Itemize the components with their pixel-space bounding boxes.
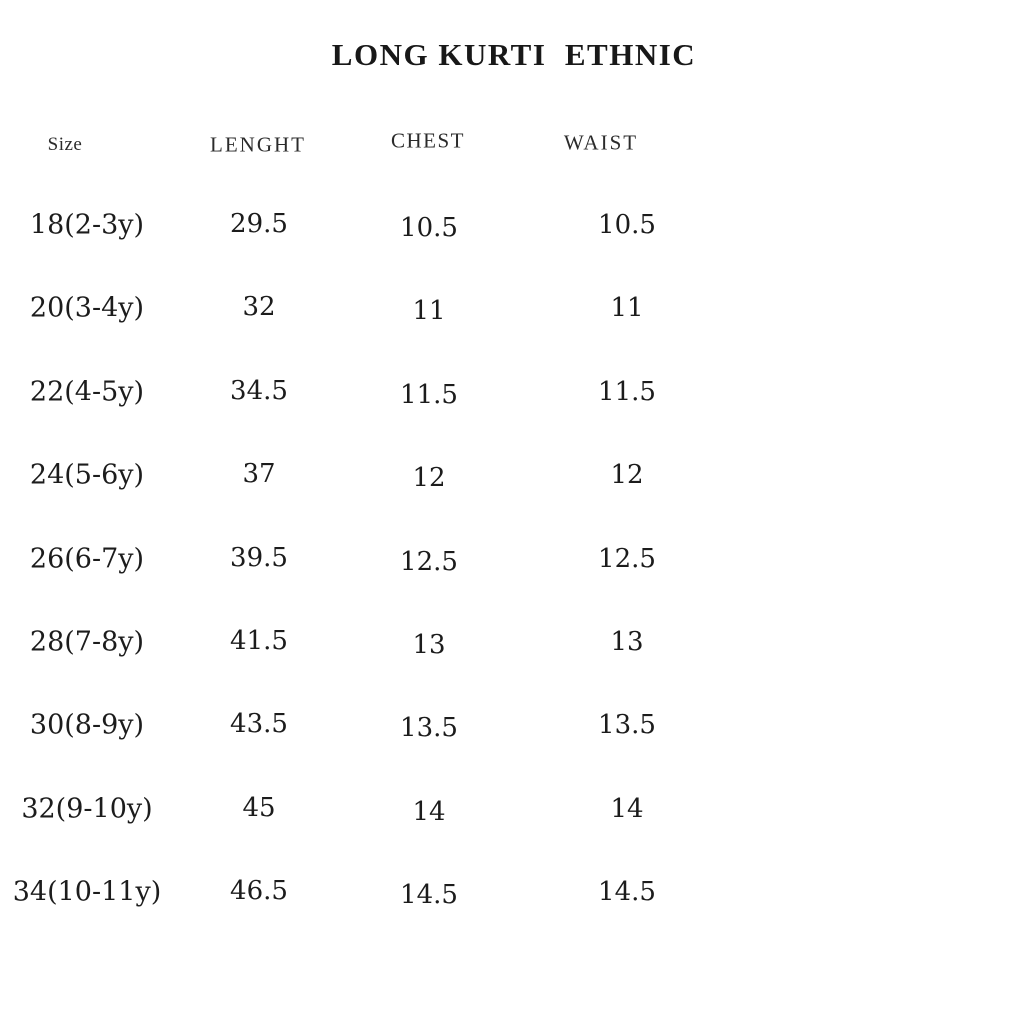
cell-size: 18(2-3y) [29, 209, 145, 241]
cell-length: 39.5 [230, 542, 288, 573]
cell-chest: 13.5 [400, 713, 458, 744]
cell-length: 43.5 [230, 709, 288, 740]
cell-size: 22(4-5y) [29, 376, 145, 408]
cell-chest: 11.5 [400, 379, 458, 410]
cell-waist: 10.5 [598, 210, 656, 240]
cell-chest: 14 [412, 796, 446, 827]
cell-length: 37 [242, 459, 276, 490]
cell-waist: 13 [610, 627, 644, 657]
cell-waist: 13.5 [598, 710, 656, 741]
cell-chest: 11 [412, 296, 446, 327]
cell-chest: 14.5 [400, 880, 458, 911]
cell-size: 24(5-6y) [29, 459, 145, 491]
cell-size: 26(6-7y) [29, 543, 145, 575]
cell-length: 32 [242, 292, 276, 323]
cell-size: 20(3-4y) [29, 292, 145, 324]
column-header-waist: WAIST [563, 130, 639, 155]
cell-waist: 11 [610, 293, 644, 324]
cell-waist: 14 [610, 793, 644, 824]
cell-size: 30(8-9y) [29, 709, 145, 741]
page-title: LONG KURTI ETHNIC [331, 37, 697, 72]
cell-chest: 12.5 [400, 546, 458, 577]
cell-chest: 12 [412, 463, 446, 494]
cell-length: 34.5 [230, 375, 288, 406]
cell-size: 32(9-10y) [21, 793, 153, 825]
cell-waist: 12.5 [598, 543, 656, 574]
cell-chest: 13 [412, 630, 446, 660]
cell-waist: 11.5 [598, 376, 656, 407]
cell-chest: 10.5 [400, 213, 458, 243]
cell-length: 46.5 [230, 876, 288, 907]
cell-length: 29.5 [230, 209, 288, 239]
cell-size: 28(7-8y) [29, 626, 145, 658]
cell-length: 45 [242, 792, 276, 823]
cell-size: 34(10-11y) [12, 876, 162, 908]
cell-waist: 12 [610, 460, 644, 491]
column-header-size: Size [47, 134, 83, 155]
cell-length: 41.5 [230, 626, 288, 656]
column-header-length: LENGHT [210, 132, 306, 157]
cell-waist: 14.5 [598, 877, 656, 908]
column-header-chest: CHEST [390, 128, 466, 153]
